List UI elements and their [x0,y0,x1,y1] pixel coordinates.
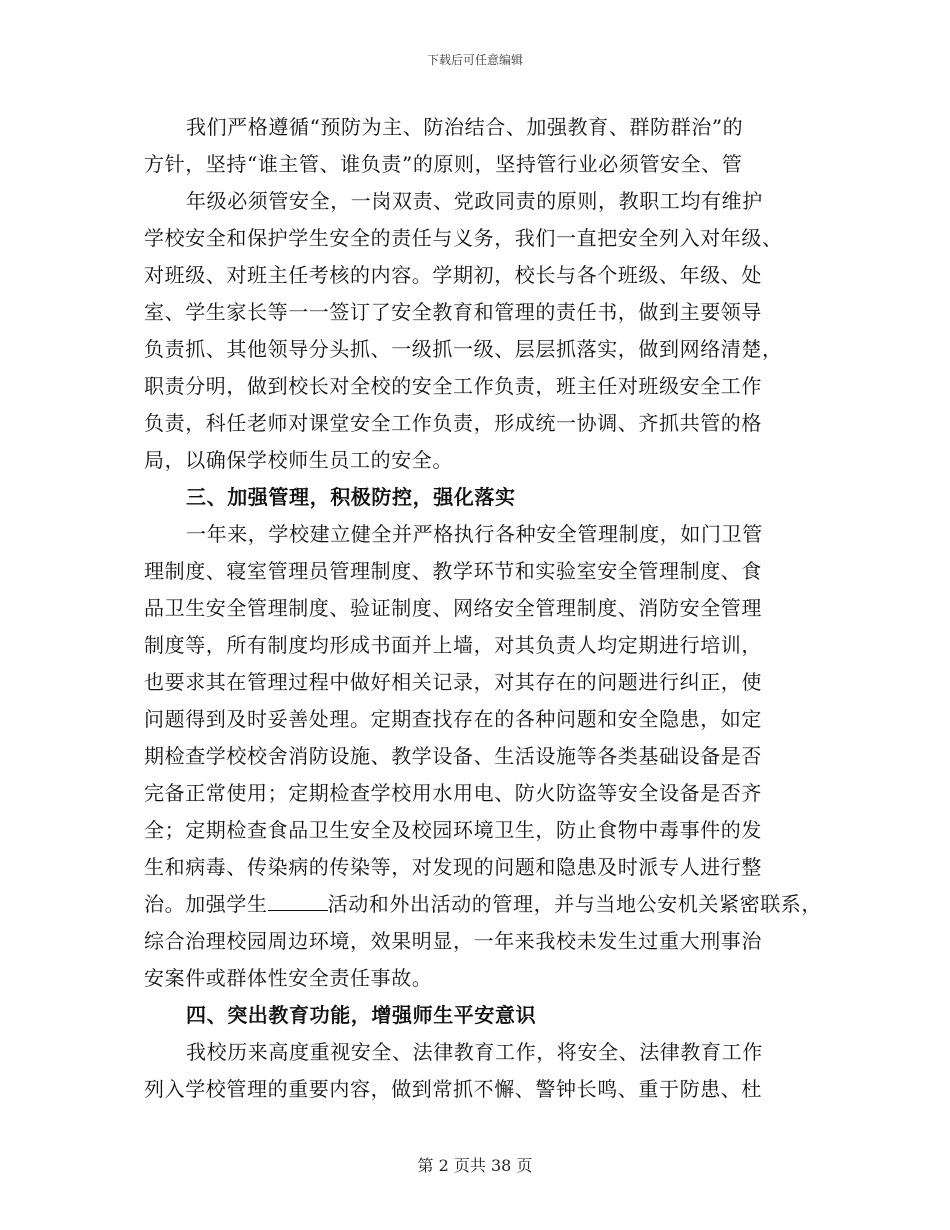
paragraph-line: 负责，科任老师对课堂安全工作负责，形成统一协调、齐抓共管的格 [144,411,762,435]
paragraph-line: 列入学校管理的重要内容，做到常抓不懈、警钟长鸣、重于防患、杜 [144,1077,762,1101]
section-heading: 四、突出教育功能，增强师生平安意识 [186,1003,537,1027]
paragraph-line: 对班级、对班主任考核的内容。学期初，校长与各个班级、年级、处 [144,263,762,287]
paragraph-line: 生和病毒、传染病的传染等，对发现的问题和隐患及时派专人进行整 [144,855,762,879]
line-text-start: 治。加强学生 [144,892,268,916]
paragraph-line: 我们严格遵循“预防为主、防治结合、加强教育、群防群治”的 [186,115,744,139]
paragraph-line: 问题得到及时妥善处理。定期查找存在的各种问题和安全隐患，如定 [144,707,762,731]
paragraph-line: 我校历来高度重视安全、法律教育工作，将安全、法律教育工作 [186,1040,763,1064]
paragraph-line: 期检查学校校舍消防设施、教学设备、生活设施等各类基础设备是否 [144,744,762,768]
paragraph-line: 负责抓、其他领导分头抓、一级抓一级、层层抓落实，做到网络清楚， [144,337,783,361]
paragraph-line: 完备正常使用；定期检查学校用水用电、防火防盗等安全设备是否齐 [144,781,762,805]
section-heading: 三、加强管理，积极防控，强化落实 [186,485,516,509]
paragraph-line: 方针，坚持“谁主管、谁负责”的原则，坚持管行业必须管安全、管 [144,152,743,176]
paragraph-line: 局，以确保学校师生员工的安全。 [144,448,453,472]
paragraph-line: 年级必须管安全，一岗双责、党政同责的原则，教职工均有维护 [186,189,763,213]
page-header: 下载后可任意编辑 [426,53,523,67]
line-text-end: 活动和外出活动的管理，并与当地公安机关紧密联系， [327,892,823,916]
paragraph-line: 全；定期检查食品卫生安全及校园环境卫生，防止食物中毒事件的发 [144,818,762,842]
paragraph-line: 学校安全和保护学生安全的责任与义务，我们一直把安全列入对年级、 [144,226,783,250]
paragraph-line: 理制度、寝室管理员管理制度、教学环节和实验室安全管理制度、食 [144,559,762,583]
paragraph-line [144,892,822,916]
paragraph-line: 综合治理校园周边环境，效果明显，一年来我校未发生过重大刑事治 [144,929,762,953]
paragraph-line: 品卫生安全管理制度、验证制度、网络安全管理制度、消防安全管理 [144,596,762,620]
paragraph-line: 安案件或群体性安全责任事故。 [144,966,433,990]
paragraph-line: 制度等，所有制度均形成书面并上墙，对其负责人均定期进行培训， [144,633,762,657]
page-number: 第 2 页共 38 页 [417,1156,533,1175]
paragraph-line: 一年来，学校建立健全并严格执行各种安全管理制度，如门卫管 [186,522,763,546]
paragraph-line: 职责分明，做到校长对全校的安全工作负责，班主任对班级安全工作 [144,374,762,398]
fill-in-blank [268,892,328,911]
paragraph-line: 室、学生家长等一一签订了安全教育和管理的责任书，做到主要领导 [144,300,762,324]
paragraph-line: 也要求其在管理过程中做好相关记录，对其存在的问题进行纠正，使 [144,670,762,694]
